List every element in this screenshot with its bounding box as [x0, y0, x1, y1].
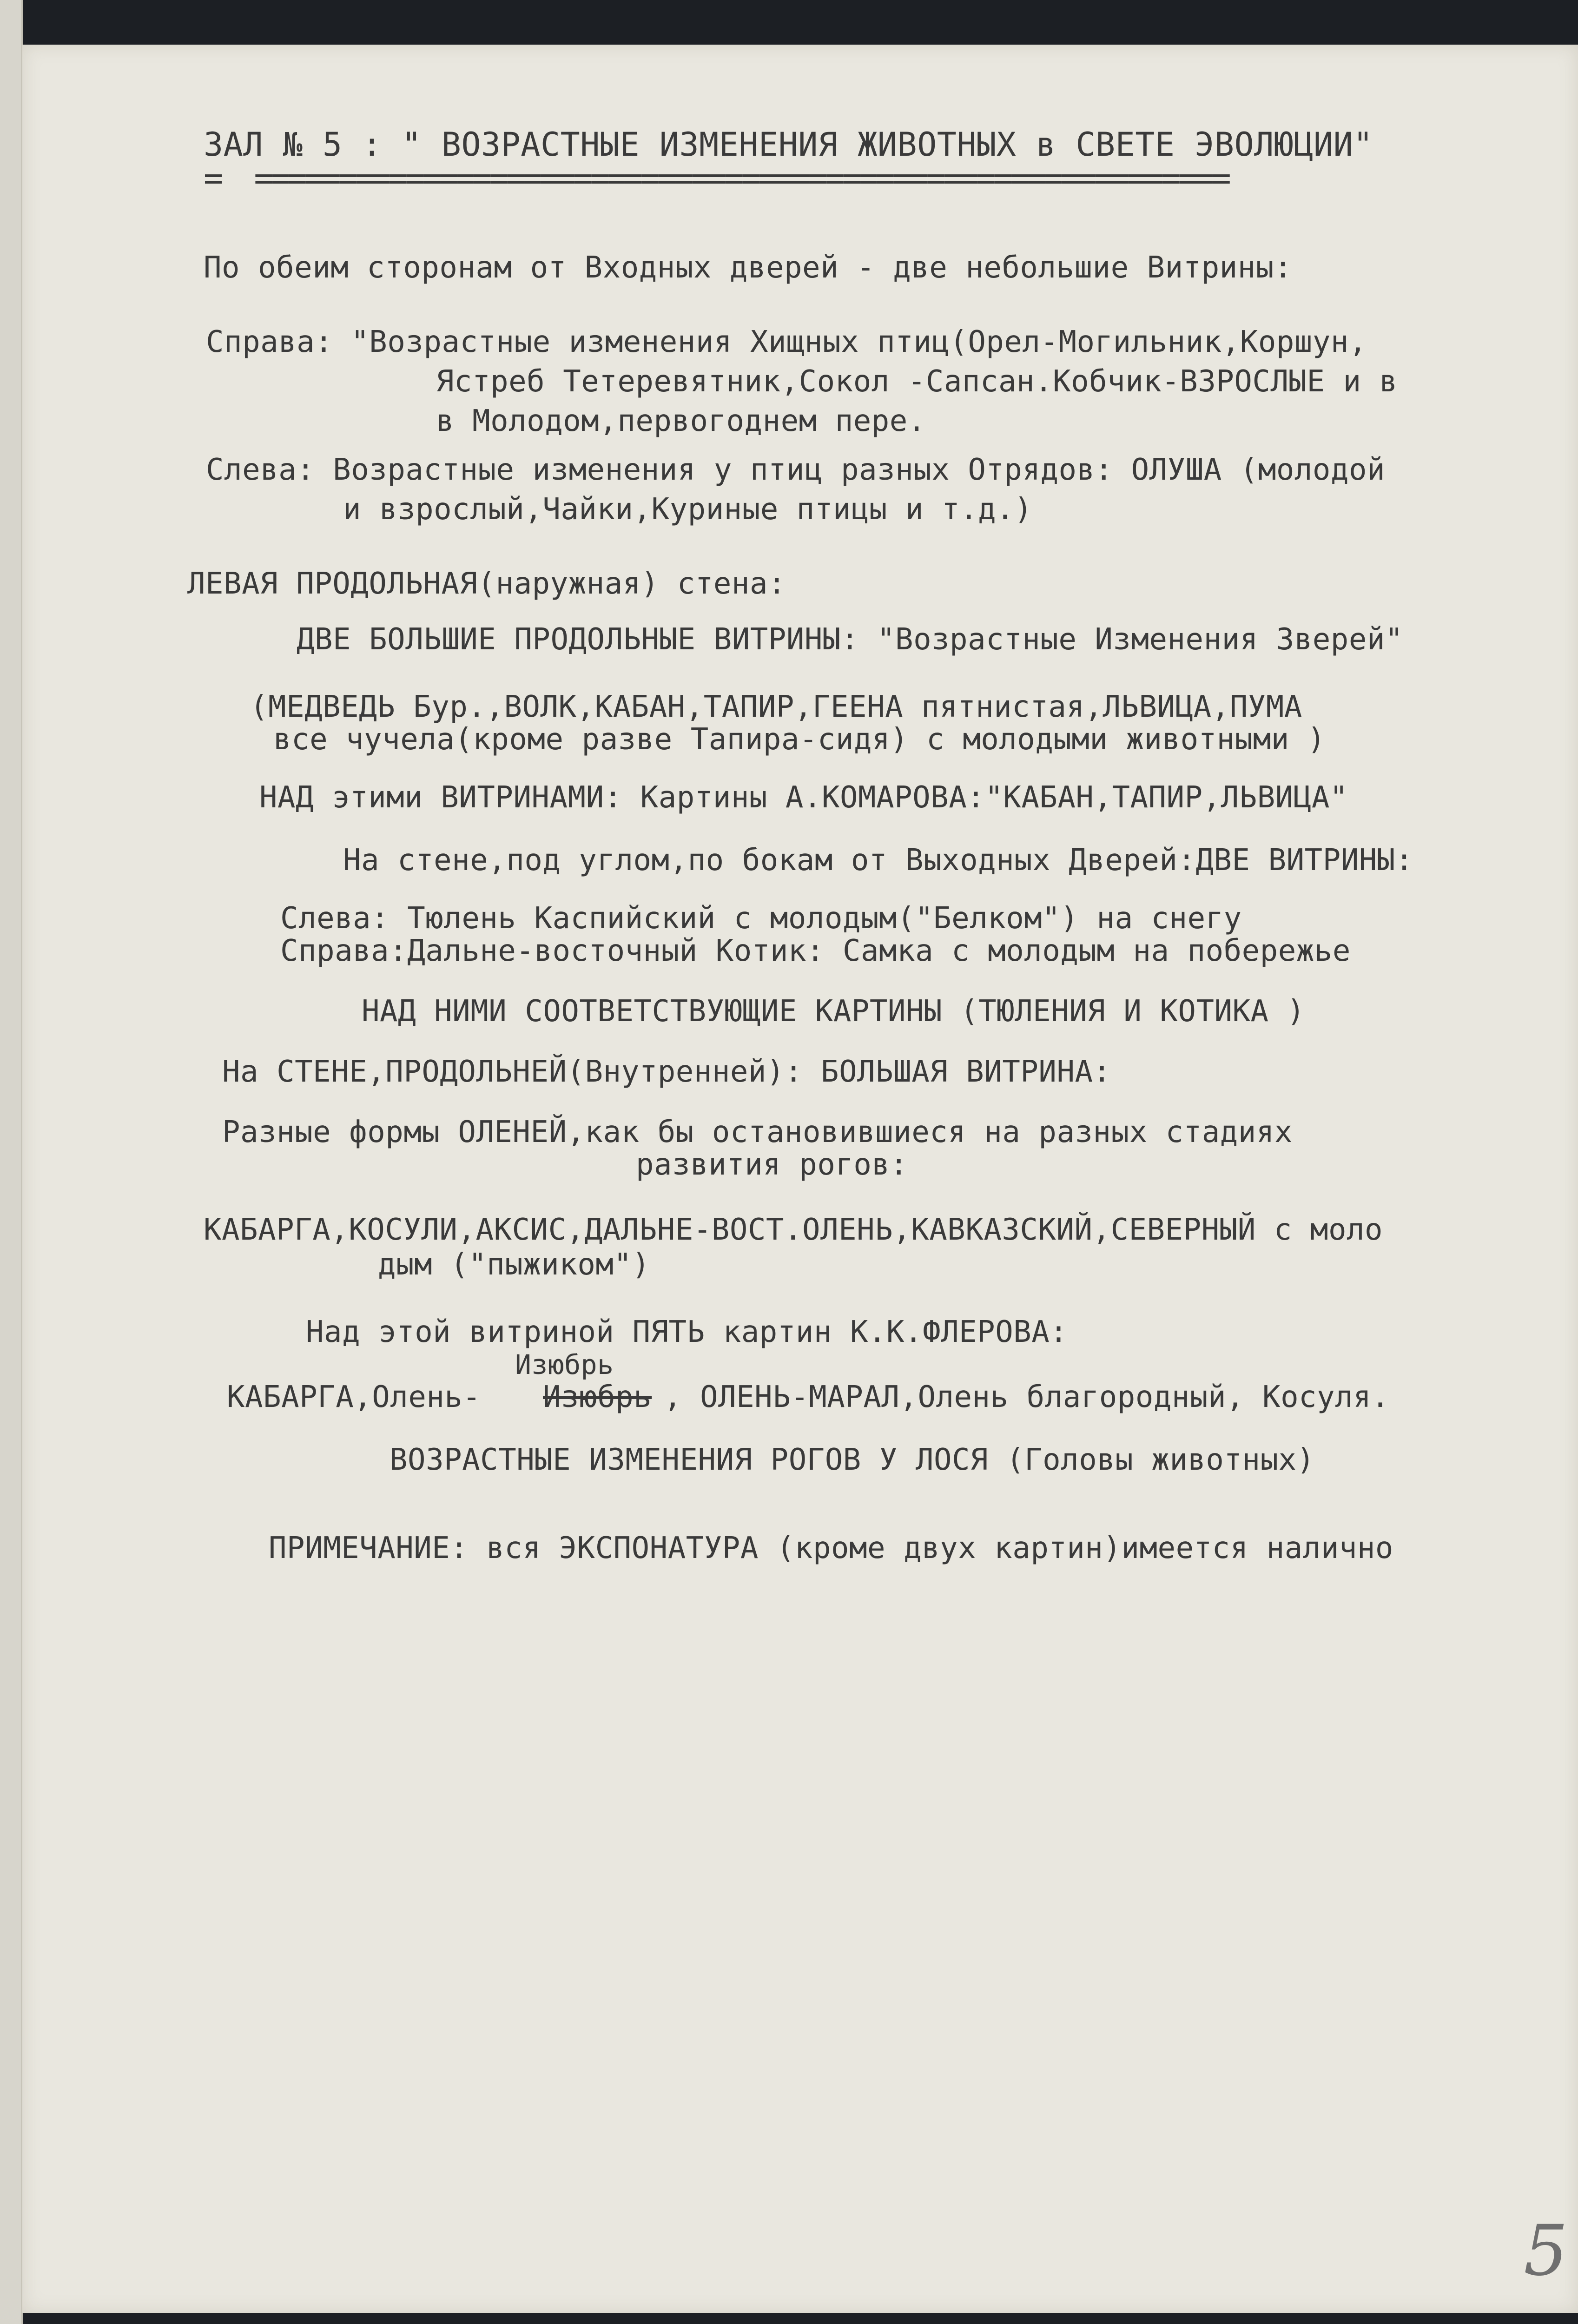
text-line: в Молодом,первогоднем пере.: [436, 404, 926, 438]
title-underline: = ==========================================================: [204, 159, 1228, 197]
document-page: [22, 45, 1578, 2313]
text-line: На СТЕНЕ,ПРОДОЛЬНЕЙ(Внутренней): БОЛЬШАЯ ВИТРИНА:: [222, 1055, 1111, 1089]
text-line: все чучела(кроме разве Тапира-сидя) с молодыми животными ): [273, 722, 1326, 757]
text-line: ДВЕ БОЛЬШИЕ ПРОДОЛЬНЫЕ ВИТРИНЫ: "Возрастные Изменения Зверей": [297, 622, 1403, 657]
text-line: и взрослый,Чайки,Куриные птицы и т.д.): [343, 492, 1033, 527]
text-line: Справа: "Возрастные изменения Хищных птиц(Орел-Могильник,Коршун,: [206, 325, 1367, 359]
text-line: ВОЗРАСТНЫЕ ИЗМЕНЕНИЯ РОГОВ У ЛОСЯ (Головы животных): [390, 1443, 1315, 1477]
text-line: НАД этими ВИТРИНАМИ: Картины А.КОМАРОВА:"КАБАН,ТАПИР,ЛЬВИЦА": [259, 780, 1348, 815]
text-line: Ястреб Тетеревятник,Сокол -Сапсан.Кобчик-ВЗРОСЛЫЕ и в: [436, 364, 1398, 399]
text-line: развития рогов:: [636, 1148, 908, 1182]
text-line: Слева: Тюлень Каспийский с молодым("Белком") на снегу: [280, 901, 1242, 936]
note-line: ПРИМЕЧАНИЕ: вся ЭКСПОНАТУРА (кроме двух картин)имеется налично: [269, 1531, 1393, 1565]
text-line: КАБАРГА,Олень-: [227, 1380, 481, 1414]
text-line: , ОЛЕНЬ-МАРАЛ,Олень благородный, Косуля.: [664, 1380, 1390, 1414]
text-line: (МЕДВЕДЬ Бур.,ВОЛК,КАБАН,ТАПИР,ГЕЕНА пятнистая,ЛЬВИЦА,ПУМА: [250, 690, 1302, 724]
struck-word: Изюбрь: [543, 1380, 652, 1414]
text-line: На стене,под углом,по бокам от Выходных Дверей:ДВЕ ВИТРИНЫ:: [343, 843, 1413, 878]
page-binding-edge: [0, 0, 23, 2324]
page-number: 5: [1524, 2211, 1568, 2291]
handwritten-insertion: Изюбрь: [515, 1349, 614, 1380]
text-line: НАД НИМИ СООТВЕТСТВУЮЩИЕ КАРТИНЫ (ТЮЛЕНИЯ И КОТИКА ): [362, 994, 1305, 1029]
text-line: дым ("пыжиком"): [378, 1248, 650, 1282]
text-line: По обеим сторонам от Входных дверей - две небольшие Витрины:: [204, 251, 1292, 285]
text-line: КАБАРГА,КОСУЛИ,АКСИС,ДАЛЬНЕ-ВОСТ.ОЛЕНЬ,КАВКАЗСКИЙ,СЕВЕРНЫЙ с моло: [204, 1213, 1383, 1247]
text-line: Справа:Дальне-восточный Котик: Самка с молодым на побережье: [280, 934, 1351, 968]
text-line: Над этой витриной ПЯТЬ картин К.К.ФЛЕРОВА:: [306, 1315, 1068, 1349]
hall-title: ЗАЛ № 5 : " ВОЗРАСТНЫЕ ИЗМЕНЕНИЯ ЖИВОТНЫХ в СВЕТЕ ЭВОЛЮЦИИ": [204, 125, 1373, 164]
text-line: Слева: Возрастные изменения у птиц разных Отрядов: ОЛУША (молодой: [206, 453, 1386, 487]
text-line: Разные формы ОЛЕНЕЙ,как бы остановившиеся на разных стадиях: [222, 1115, 1293, 1149]
section-heading: ЛЕВАЯ ПРОДОЛЬНАЯ(наружная) стена:: [187, 567, 786, 601]
